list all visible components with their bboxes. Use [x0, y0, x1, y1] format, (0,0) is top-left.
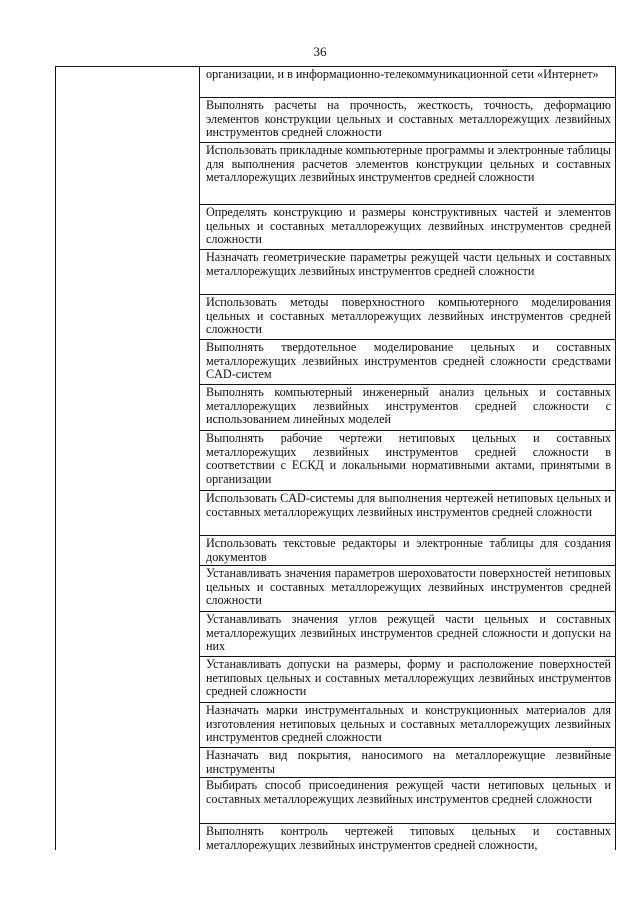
- skills-table: [55, 66, 616, 850]
- table-row: Использовать методы поверхностного компьютерного моделирования цельных и составных металлорежущих лезвийных инструментов средней сложности: [200, 295, 615, 340]
- table-row: Выполнять твердотельное моделирование цельных и составных металлорежущих лезвийных инструментов средней сложности средствами CAD-систем: [200, 340, 615, 385]
- table-row: Определять конструкцию и размеры конструктивных частей и элементов цельных и составных металлорежущих лезвийных инструментов средней сложности: [200, 205, 615, 250]
- table-row: Выполнять компьютерный инженерный анализ цельных и составных металлорежущих лезвийных инструментов средней сложности с использованием линейных моделей: [200, 385, 615, 431]
- table-row: Устанавливать значения углов режущей части цельных и составных металлорежущих лезвийных инструментов средней сложности и допуски на них: [200, 612, 615, 657]
- table-row: Назначать вид покрытия, наносимого на металлорежущие лезвийные инструменты: [200, 748, 615, 778]
- table-row: Назначать геометрические параметры режущей части цельных и составных металлорежущих лезвийных инструментов средней сложности: [200, 250, 615, 295]
- table-row: Назначать марки инструментальных и конструкционных материалов для изготовления нетиповых цельных и составных металлорежущих лезвийных инструментов средней сложности: [200, 703, 615, 748]
- table-row: Выполнять контроль чертежей типовых цельных и составных металлорежущих лезвийных инструментов средней сложности,: [206, 824, 611, 852]
- table-row: Использовать текстовые редакторы и электронные таблицы для создания документов: [200, 536, 615, 566]
- table-row: организации, и в информационно-телекоммуникационной сети «Интернет»: [200, 67, 615, 98]
- table-row: Устанавливать значения параметров шероховатости поверхностей нетиповых цельных и составных металлорежущих лезвийных инструментов средней сложности: [200, 566, 615, 612]
- table-left-column: [56, 67, 200, 850]
- page-number: 36: [313, 44, 327, 59]
- table-row: Выполнять рабочие чертежи нетиповых цельных и составных металлорежущих лезвийных инструментов средней сложности в соответствии с ЕСКД и локальными нормативными актами, принятыми в организации: [200, 431, 615, 491]
- table-right-column: [200, 67, 615, 850]
- table-row: Выполнять расчеты на прочность, жесткость, точность, деформацию элементов конструкции цельных и составных металлорежущих лезвийных инструментов средней сложности: [200, 98, 615, 143]
- table-row: Устанавливать допуски на размеры, форму и расположение поверхностей нетиповых цельных и составных металлорежущих лезвийных инструментов средней сложности: [200, 657, 615, 703]
- table-row: Выбирать способ присоединения режущей части нетиповых цельных и составных металлорежущих лезвийных инструментов средней сложности: [200, 778, 615, 824]
- table-row: Использовать CAD-системы для выполнения чертежей нетиповых цельных и составных металлорежущих лезвийных инструментов средней сложности: [200, 491, 615, 536]
- table-row: Использовать прикладные компьютерные программы и электронные таблицы для выполнения расчетов элементов конструкции цельных и составных металлорежущих лезвийных инструментов средней сложности: [200, 143, 615, 205]
